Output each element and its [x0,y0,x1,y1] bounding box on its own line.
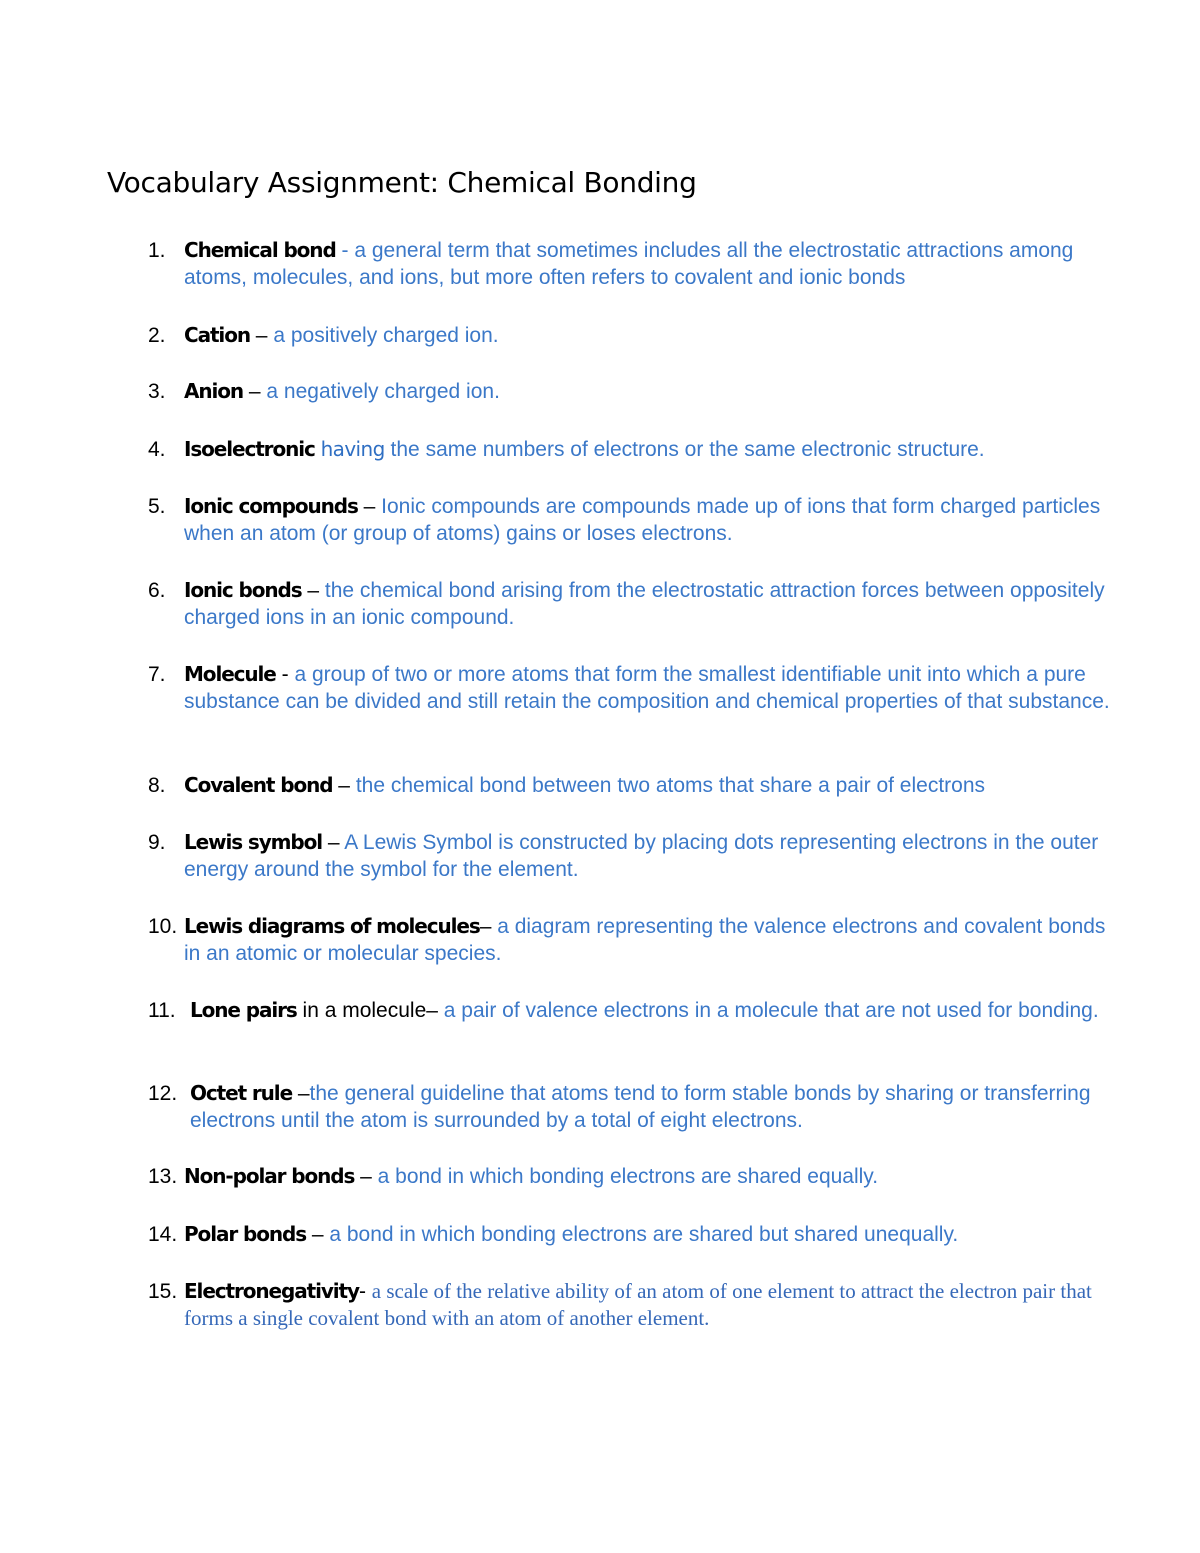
entry-body [184,322,1124,349]
entry-lead-word: having [320,437,385,461]
entry-number: 9. [148,831,166,854]
entry-term: Isoelectronic [184,437,315,461]
entry-separator: – [243,380,267,403]
entry-body [184,1221,1124,1248]
entry-definition: the same numbers of electrons or the same electronic structure. [384,438,985,461]
entry-definition: a positively charged ion. [273,324,499,347]
entry-body [184,378,1124,405]
entry-definition: a bond in which bonding electrons are shared but shared unequally. [329,1223,959,1246]
entry-separator: – [292,1082,310,1105]
entry-body [184,913,1124,967]
entry-number: 4. [148,438,166,461]
entry-body [190,997,1130,1024]
entry-body [184,577,1124,631]
entry-body [184,829,1124,883]
entry-term: Ionic bonds [184,578,302,602]
entry-body [184,661,1124,715]
entry-definition: a pair of valence electrons in a molecule that are not used for bonding. [443,999,1099,1022]
entry-number: 1. [148,239,166,262]
entry-definition: a general term that sometimes includes all the electrostatic attractions among atoms, molecules, and ions, but more often refers to covalent and ionic bonds [184,239,1074,289]
entry-term: Anion [184,379,244,403]
entry-separator: - [275,663,295,686]
entry-number: 12. [148,1082,178,1105]
entry-separator: – [249,324,274,347]
entry-term: Octet rule [190,1081,293,1105]
entry-number: 2. [148,324,166,347]
entry-term: Covalent bond [184,773,333,797]
entry-separator: – [426,999,444,1022]
entry-term: Lewis symbol [184,830,323,854]
entry-term: Lone pairs [190,998,297,1022]
entry-body [184,1278,1124,1332]
entry-number: 10. [148,915,178,938]
entry-term: Chemical bond [184,238,336,262]
entry-separator: – [306,1223,330,1246]
entry-term: Non-polar bonds [184,1164,355,1188]
entry-term: Cation [184,323,250,347]
page-title: Vocabulary Assignment: Chemical Bonding [107,166,697,199]
entry-term: Polar bonds [184,1222,306,1246]
entry-number: 11. [148,999,176,1022]
entry-number: 5. [148,495,166,518]
entry-separator: – [322,831,345,854]
entry-separator: – [479,915,498,938]
entry-separator: – [357,495,382,518]
entry-separator: - [335,239,355,262]
entry-body [184,772,1124,799]
entry-number: 13. [148,1165,178,1188]
entry-body [190,1080,1130,1134]
entry-number: 8. [148,774,166,797]
entry-body [184,436,1124,463]
entry-definition: a negatively charged ion. [266,380,500,403]
entry-number: 14. [148,1223,178,1246]
entry-term: Electronegativity [184,1279,359,1303]
entry-definition: a group of two or more atoms that form the smallest identifiable unit into which a pure substance can be divided and still retain the composition and chemical properties of that substance. [184,663,1110,713]
entry-qualifier: in a molecule [296,999,427,1022]
entry-definition: Ionic compounds are compounds made up of ions that form charged particles when an atom (or group of atoms) gains or loses electrons. [184,495,1101,545]
entry-body [184,493,1124,547]
entry-number: 7. [148,663,166,686]
entry-body [184,237,1124,291]
entry-number: 15. [148,1280,178,1303]
entry-definition: a scale of the relative ability of an atom of one element to attract the electron pair that forms a single covalent bond with an atom of another element. [184,1279,1092,1330]
entry-body [184,1163,1124,1190]
entry-term: Lewis diagrams of molecules [184,914,480,938]
entry-definition: a bond in which bonding electrons are shared equally. [377,1165,879,1188]
entry-separator: – [332,774,356,797]
entry-term: Molecule [184,662,276,686]
entry-definition: the chemical bond between two atoms that share a pair of electrons [355,774,986,797]
entry-term: Ionic compounds [184,494,358,518]
entry-number: 3. [148,380,166,403]
entry-definition: the general guideline that atoms tend to form stable bonds by sharing or transferring electrons until the atom is surrounded by a total of eight electrons. [190,1082,1091,1132]
entry-separator: – [354,1165,378,1188]
entry-definition: A Lewis Symbol is constructed by placing dots representing electrons in the outer energy around the symbol for the element. [184,831,1099,881]
entry-number: 6. [148,579,166,602]
entry-separator: - [358,1280,372,1303]
entry-definition: the chemical bond arising from the electrostatic attraction forces between oppositely charged ions in an ionic compound. [184,579,1105,629]
entry-definition: a diagram representing the valence electrons and covalent bonds in an atomic or molecular species. [184,915,1106,965]
entry-separator: – [301,579,325,602]
